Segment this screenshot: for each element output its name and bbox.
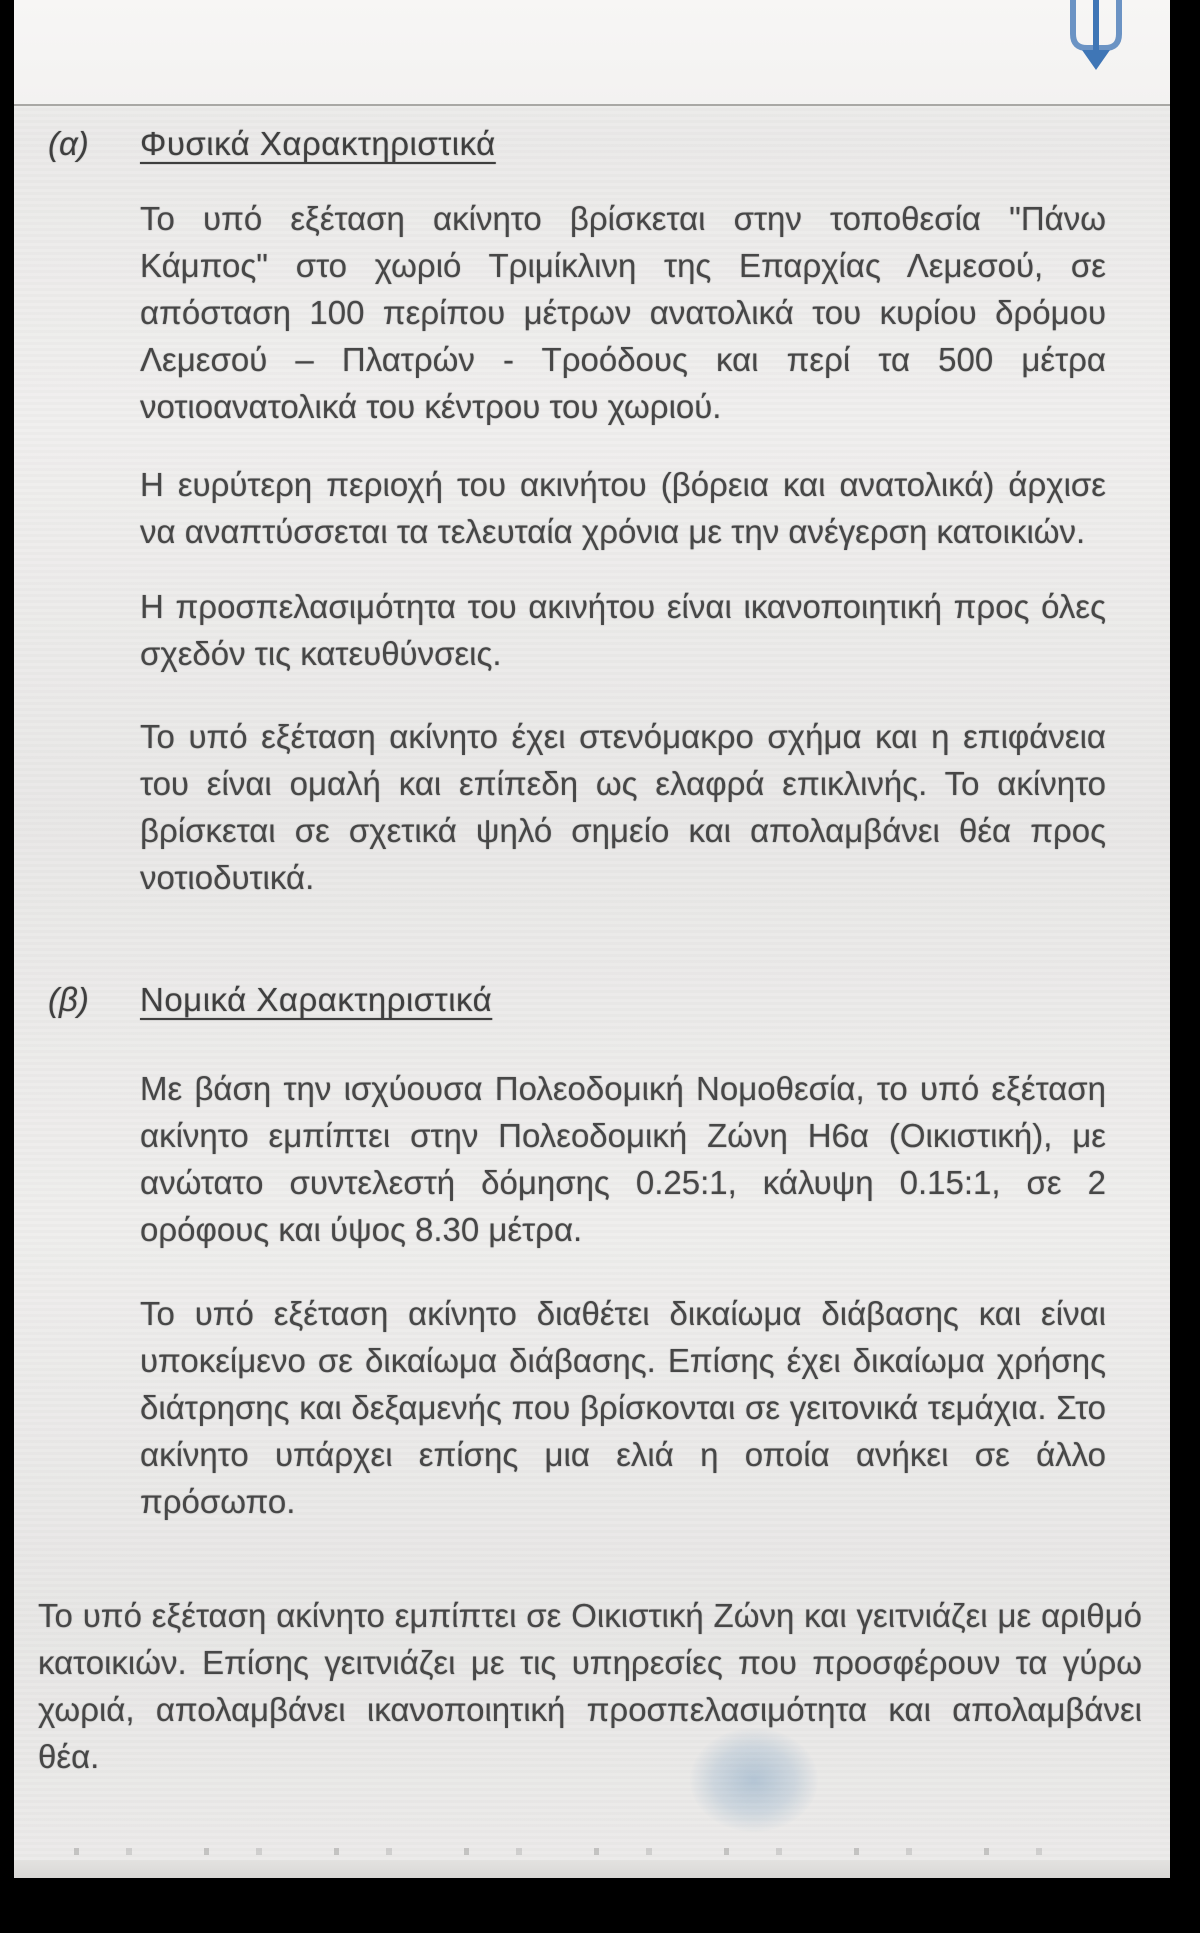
- page-top-band: [14, 0, 1170, 106]
- section-label-beta: (β): [48, 981, 89, 1018]
- paragraph-planning-zone: Με βάση την ισχύουσα Πολεοδομική Νομοθεσία, το υπό εξέταση ακίνητο εμπίπτει στην Πολεοδομική Ζώνη Η6α (Οικιστική), με ανώτατο συντελεστή δόμησης 0.25:1, κάλυψη 0.15:1, σε 2 ορόφους και ύψος 8.30 μέτρα.: [140, 1070, 1106, 1248]
- paragraph-rights-of-way: Το υπό εξέταση ακίνητο διαθέτει δικαίωμα διάβασης και είναι υποκείμενο σε δικαίωμα διάβασης. Επίσης έχει δικαίωμα χρήσης διάτρησης και δεξαμενής που βρίσκονται σε γειτονικά τεμάχια. Στο ακίνητο υπάρχει επίσης μια ελιά η οποία ανήκει σε άλλο πρόσωπο.: [140, 1295, 1106, 1520]
- download-button[interactable]: [1050, 0, 1142, 82]
- section-heading-physical: Φυσικά Χαρακτηριστικά: [140, 125, 496, 162]
- section-heading-legal: Νομικά Χαρακτηριστικά: [140, 981, 493, 1018]
- paragraph-location: Το υπό εξέταση ακίνητο βρίσκεται στην τοποθεσία "Πάνω Κάμπος" στο χωριό Τριμίκλινη της Επαρχίας Λεμεσού, σε απόσταση 100 περίπου μέτρων ανατολικά του κυρίου δρόμου Λεμεσού – Πλατρών - Τροόδους και περί τα 500 μέτρα νοτιοανατολικά του κέντρου του χωριού.: [140, 200, 1106, 425]
- document-page: [14, 0, 1170, 1878]
- cutoff-text-line: [74, 1848, 1090, 1855]
- section-label-alpha: (α): [48, 125, 89, 162]
- paragraph-area-development: Η ευρύτερη περιοχή του ακινήτου (βόρεια και ανατολικά) άρχισε να αναπτύσσεται τα τελευταία χρόνια με την ανέγερση κατοικιών.: [140, 466, 1106, 550]
- paragraph-shape-view: Το υπό εξέταση ακίνητο έχει στενόμακρο σχήμα και η επιφάνεια του είναι ομαλή και επίπεδη ως ελαφρά επικλινής. Το ακίνητο βρίσκεται σε σχετικά ψηλό σημείο και απολαμβάνει θέα προς νοτιοδυτικά.: [140, 718, 1106, 896]
- paragraph-summary: Το υπό εξέταση ακίνητο εμπίπτει σε Οικιστική Ζώνη και γειτνιάζει με αριθμό κατοικιών. Επίσης γειτνιάζει με τις υπηρεσίες που προσφέρουν τα γύρω χωριά, απολαμβάνει ικανοποιητική προσπελασιμότητα και απολαμβάνει θέα.: [38, 1597, 1142, 1775]
- section-physical-characteristics: [14, 120, 1170, 901]
- download-icon: [1050, 70, 1142, 85]
- paragraph-accessibility: Η προσπελασιμότητα του ακινήτου είναι ικανοποιητική προς όλες σχεδόν τις κατευθύνσεις.: [140, 588, 1106, 672]
- page-bottom-strip: [14, 1860, 1170, 1878]
- section-legal-characteristics: [14, 976, 1170, 1525]
